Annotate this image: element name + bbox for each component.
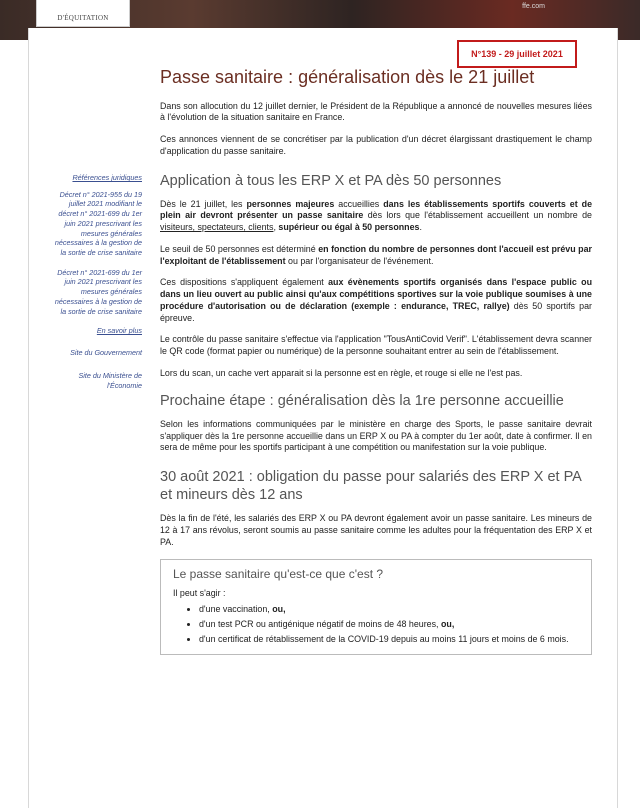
sidebar — [52, 173, 142, 403]
paragraph-controle: Le contrôle du passe sanitaire s'effectue via l'application "TousAntiCovid Verif". L'établissement devra scanner le QR code (format papier ou numérique) de la personne souhaitant entrer au sein de l'établissement. — [160, 334, 592, 357]
section-heading-erp: Application à tous les ERP X et PA dès 50 personnes — [160, 172, 502, 189]
paragraph-seuil: Le seuil de 50 personnes est déterminé en fonction du nombre de personnes dont l'accueil est prévu par l'exploitant de l'établissement ou par l'organisateur de l'événement. — [160, 243, 592, 266]
info-box-lead: Il peut s'agir : — [173, 588, 226, 599]
section-heading-next-step: Prochaine étape : généralisation dès la 1re personne accueillie — [160, 392, 564, 409]
article-title: Passe sanitaire : généralisation dès le 21 juillet — [160, 67, 535, 87]
issue-badge — [457, 40, 577, 68]
list-item: • d'un certificat de rétablissement de la COVID-19 depuis au moins 11 jours et moins de 6 mois. — [199, 634, 579, 646]
section-heading-august: 30 août 2021 : obligation du passe pour salariés des ERP X et PA et mineurs dès 12 ans — [160, 469, 582, 504]
paragraph-evenements: Ces dispositions s'appliquent également aux évènements sportifs organisés dans l'espace public ou dans un lieu ouvert au public ainsi qu'aux compétitions sportives sur la voie publique soumises à une procédure d'autorisation ou de déclaration (exemple : endurance, TREC, rallye) dès 50 sportifs par épreuve. — [160, 277, 592, 323]
references-heading: Références juridiques — [72, 173, 142, 182]
issue-number: N°139 - 29 juillet 2021 — [471, 49, 563, 59]
reference-decree-955: Décret n° 2021-955 du 19 juillet 2021 modifiant le décret n° 2021-699 du 1er juin 2021 prescrivant les mesures générales nécessaires à la gestion de la sortie de crise sanitaire — [54, 189, 142, 258]
government-site-link[interactable]: Site du Gouvernement — [70, 348, 142, 358]
list-item: • d'un test PCR ou antigénique négatif de moins de 48 heures, ou, — [199, 619, 579, 631]
paragraph-next-step: Selon les informations communiquées par le ministère en charge des Sports, le passe sanitaire devrait s'appliquer dès la 1re personne accueillie dans un ERP X ou PA à compter du 1er août, date à confirmer. Il en sera de même pour les sportifs participant à une compétition ou manifestation sur la voie publique. — [160, 418, 592, 453]
paragraph-scan: Lors du scan, un cache vert apparait si la personne est en règle, et rouge si elle ne l'est pas. — [160, 367, 523, 378]
article-body — [160, 67, 592, 655]
paragraph-majeures: Dès le 21 juillet, les personnes majeures accueillies dans les établissements sportifs couverts et de plein air devront présenter un passe sanitaire dès lors que l'établissement accueillent un nombre de visiteurs, spectateurs, clients, supérieur ou égal à 50 personnes. — [160, 198, 593, 233]
info-box-title: Le passe sanitaire qu'est-ce que c'est ? — [173, 566, 384, 581]
economy-ministry-link[interactable]: Site du Ministère de l'Économie — [78, 370, 142, 390]
federation-logo — [36, 0, 130, 27]
site-url-fragment: ffe.com — [522, 3, 545, 10]
info-box-passe-sanitaire — [160, 559, 592, 656]
list-item: • d'une vaccination, ou, — [199, 604, 579, 616]
more-info-heading[interactable]: En savoir plus — [96, 326, 142, 336]
reference-decree-699: Décret n° 2021-699 du 1er juin 2021 prescrivant les mesures générales nécessaires à la gestion de la sortie de crise sanitaire — [54, 267, 142, 316]
paragraph-salaries: Dès la fin de l'été, les salariés des ERP X ou PA devront également avoir un passe sanitaire. Les mineurs de 12 à 17 ans révolus, seront soumis au passe sanitaire comme les adultes pour la fréquentation des ERP X et PA. — [160, 513, 592, 547]
logo-text: D'ÉQUITATION — [57, 14, 109, 22]
intro-paragraph-1: Dans son allocution du 12 juillet dernier, le Président de la République a annoncé de nouvelles mesures liées à l'évolution de la situation sanitaire en France. — [160, 100, 592, 123]
intro-paragraph-2: Ces annonces viennent de se concrétiser par la publication d'un décret élargissant drastiquement le champ d'application du passe sanitaire. — [160, 134, 592, 156]
info-box-list — [173, 604, 579, 645]
